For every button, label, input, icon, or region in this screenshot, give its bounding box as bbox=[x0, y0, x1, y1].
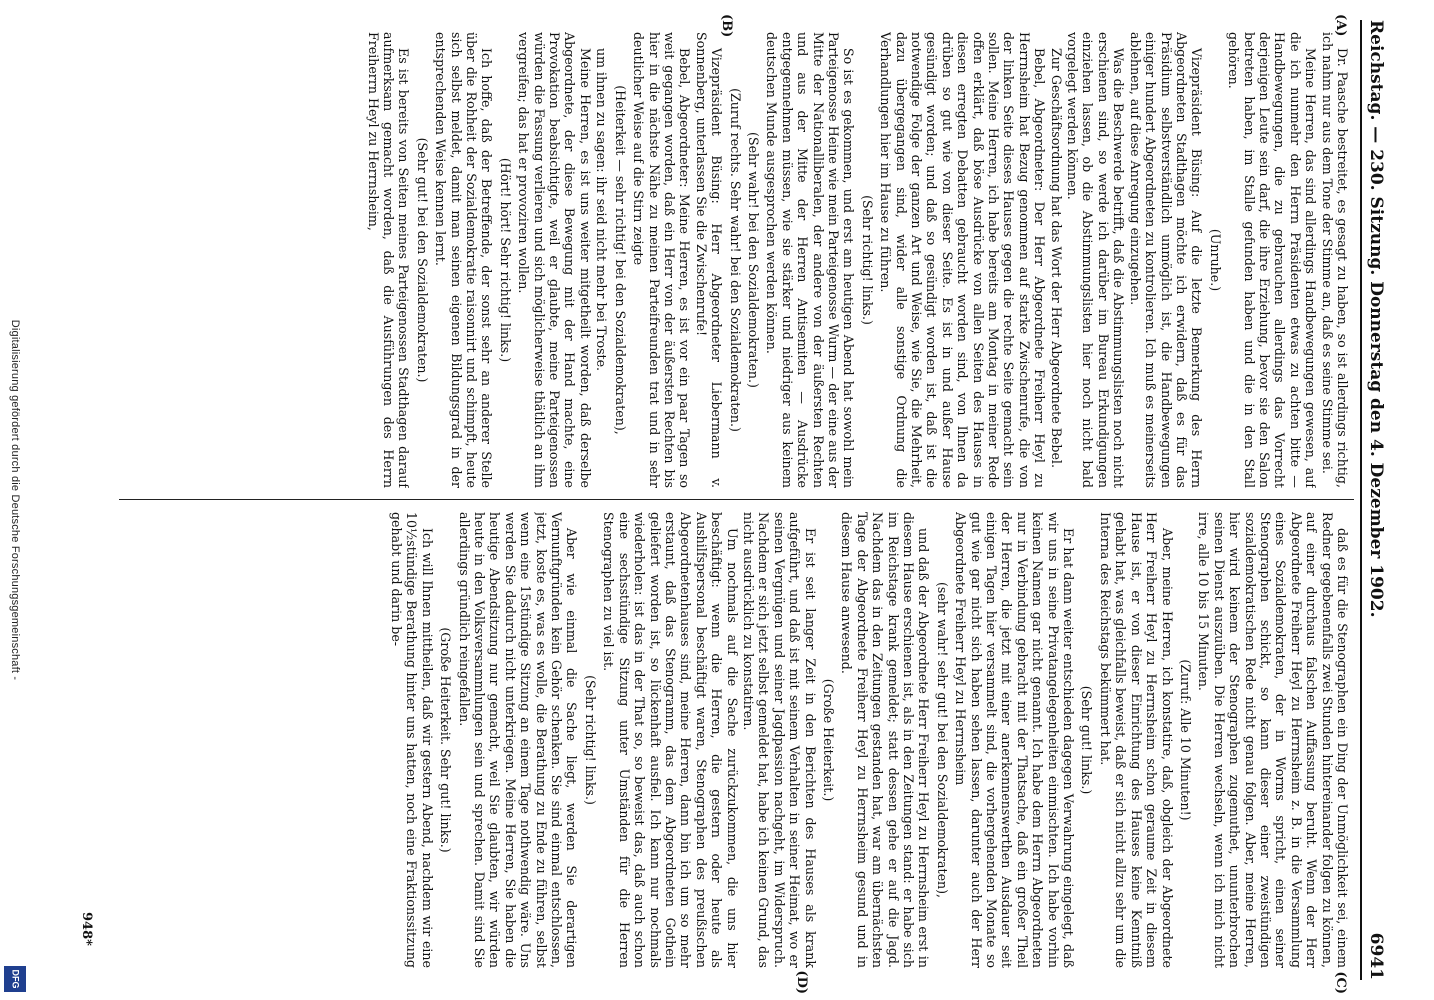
paragraph: (Sehr gut! links.) bbox=[1079, 685, 1095, 795]
signature-mark: 948* bbox=[79, 912, 94, 946]
paragraph: (Heiterkeit — sehr richtig! bei den Sozialdemokraten), bbox=[612, 85, 628, 435]
paragraph: Bebel, Abgeordneter: Der Herr Abgeordnete Freiherr Heyl zu Herrnsheim hat Bezug genommen auf starke Zwischenrufe, die von der linken Seite dieses Hauses gegen die rechte Seite gemacht sein sollen. Meine Herren, ich habe bereits am Montag in meiner Rede offen erklärt, daß böse Ausdrücke von allen Seiten des Hauses in diesen erregten Debatten gebraucht worden sind, von Ihnen da drüben so gut wie von dieser Seite. Es ist in und außer Hause gesündigt worden; und daß so gesündigt worden ist, daß ist die notwendige Folge der ganzen Art und Weise, wie Sie, die Mehrheit, dazu übergegangen sind, wider alle sonstige Ordnung die Verhandlungen hier im Hause zu führen. bbox=[878, 32, 1048, 488]
right-column bbox=[50, 512, 1350, 968]
paragraph: Was die Beschwerde betrifft, daß die Abstimmungslisten noch nicht erschienen sind, so werde ich darüber im Bureau Erkundigungen einziehen lassen, ob die Abstimmungslisten hier noch nicht bald vorgelegt werden können. bbox=[1065, 32, 1127, 488]
paragraph: Er ist seit langer Zeit in den Berichten des Hauses als krank aufgeführt, und daß ist mit seinem Verhalten in seiner Heimat, wo er seinen Vergnügen und seiner Jagdpassion nachgeht, im Widerspruch. Nachdem er sich jetzt selbst gemeldet hat, habe ich keinen Grund, das nicht ausdrücklich zu konstatiren. bbox=[740, 512, 818, 968]
paragraph: Vizepräsident Büsing: Auf die letzte Bemerkung des Herrn Abgeordneten Stadthagen möchte ich erwidern, daß es für das Präsidium selbstverständlich unmöglich ist, die Handbewegungen einiger hundert Abgeordneten zu kontrolieren. Ich muß es meinerseits ablehnen, auf diese Anregung einzugehen. bbox=[1127, 32, 1205, 488]
left-column bbox=[50, 32, 1350, 488]
paragraph: (Sehr richtig! links.) bbox=[859, 195, 875, 325]
paragraph: Dr. Paasche bestreitet, es gesagt zu haben, so ist allerdings richtig, ich nahm nur aus dem Tone der Stimme an, daß es seine Stimme sei. bbox=[1319, 32, 1350, 488]
margin-marker-a: (A) bbox=[1333, 14, 1348, 37]
paragraph: Ich will Ihnen mittheilen, daß wir gestern Abend, nachdem wir eine 10½stündige Berathung hinter uns hatten, noch eine Fraktionssitzung gehabt und darin be- bbox=[389, 512, 435, 968]
margin-marker-d: (D) bbox=[794, 970, 809, 994]
paragraph: Um nochmals auf die Sache zurückzukommen, die uns hier beschäftigt: wenn die Herren, die gestern oder heute als Aushilfspersonal beschäftigt waren, Stenographen des preußischen Abgeordnetenhauses sind, meine Herren, dann bin ich um so mehr erstaunt, daß das Stenogramm, das dem Abgeordneten Gothein geliefert worden ist, so lückenhaft ausfiel. Ich kann nur nochmals wiederholen: ist das in der That so, so beweist das, daß auch schon eine sechsstündige Sitzung unter Umständen für die Herren Stenographen zu viel ist. bbox=[601, 512, 740, 968]
paragraph: (Große Heiterkeit. Sehr gut! links.) bbox=[438, 627, 454, 853]
paragraph: (Sehr wahr! bei den Sozialdemokraten.) bbox=[745, 132, 761, 388]
paragraph: (Zuruf: Alle 10 Minuten!) bbox=[1177, 659, 1193, 821]
paragraph: (sehr wahr! sehr gut! bei den Sozialdemokraten), bbox=[934, 581, 950, 899]
paragraph: (Zuruf rechts. Sehr wahr! bei den Sozialdemokraten.) bbox=[727, 88, 743, 432]
paragraph: Er hat dann weiter entschieden dagegen Verwahrung eingelegt, daß wir uns in seine Privatangelegenheiten einmischten. Ich habe vorhin keinen Namen gar nicht genannt. Ich habe dem Herrn Abgeordneten nur in Verbindung gebracht mit der Thatsache, daß ein großer Theil der Herren, die jetzt mit einer anerkennenswerthen Ausdauer seit einigen Tagen hier versammelt sind, die vorhergehenden Monate so gut wie gar nicht sich haben sehen lassen, darunter auch der Herr Abgeordnete Freiherr Heyl zu Herrnsheim bbox=[953, 512, 1077, 968]
paragraph: Vizepräsident Büsing: Herr Abgeordneter Liebermann v. Sonnenberg, unterlassen Sie die Zwischenrufe! bbox=[693, 32, 725, 488]
column-divider bbox=[119, 499, 1354, 500]
paragraph: (Unruhe.) bbox=[1207, 228, 1223, 292]
paragraph: um ihnen zu sagen: ihr seid nicht mehr bei Troste. bbox=[594, 48, 610, 372]
page-header bbox=[1360, 20, 1394, 980]
dfg-logo bbox=[4, 966, 26, 992]
paragraph: daß es für die Stenographen ein Ding der Unmöglichkeit sei, einem Redner gegebenenfalls zwei Stunden hintereinander folgen zu können, auf einer durchaus falschen Auffassung beruht. Wenn der Herr Abgeordnete Freiherr Heyl zu Herrnsheim z. B. in die Versammlung eines Sozialdemokraten, der in Worms spricht, einen seiner Stenographen schickt, so kann dieser einer zweistündigen sozialdemokratischen Rede nicht genau folgen. Aber, meine Herren, hier wird keinem der Stenographen zugemuthet, ununterbrochen seinen Dienst auszuüben. Die Herren wechseln, wenn ich mich nicht irre, alle 10 bis 15 Minuten. bbox=[1196, 512, 1350, 968]
paragraph: Meine Herren, es ist uns weiter mitgetheilt worden, daß derselbe Abgeordnete, der diese Bewegung mit der Hand machte, eine Provokation beabsichtigte, weil er glaubte, meine Parteigenossen würden die Fassung verlieren und sich möglicherweise thätlich an ihm vergreifen; das hat er provoziren wollen. bbox=[516, 32, 593, 488]
paragraph: So ist es gekommen, und erst am heutigen Abend hat sowohl mein Parteigenosse Heine wie mein Parteigenosse Wurm — der eine aus der Mitte der Nationalliberalen, der andere von der äußersten Rechten und aus der Mitte der Herren Antisemiten — Ausdrücke entgegennehmen müssen, wie sie stärker und niedriger aus keinem deutschen Munde ausgesprochen werden können. bbox=[764, 32, 857, 488]
credit-text: Digitalisierung gefördert durch die Deutsche Forschungsgemeinschaft - bbox=[9, 319, 21, 681]
paragraph: Meine Herren, das sind allerdings Handbewegungen gewesen, auf die ich nunmehr den Herrn Präsidenten etwas zu achten bitte — Handbewegungen, die zu gebrauchen allerdings das Vorrecht derjenigen Leute sein darf, die ihre Erziehung, bevor sie den Salon betreten haben, im Stalle gefunden haben und die in den Stall gehören. bbox=[1226, 32, 1319, 488]
paragraph: Ich hoffe, daß der Betreffende, der sonst sehr an anderer Stelle über die Rohheit der Sozialdemokratie raisonnirt und schimpft, heute sich selbst meldet, damit man seinen eigenen Bildungsgrad in der entsprechenden Weise kennen lernt. bbox=[433, 32, 495, 488]
paragraph: Bebel, Abgeordneter: Meine Herren, es ist vor ein paar Tagen so weit gegangen worden, daß ein Herr von der äußersten Rechten bis hier in die nächste Nähe zu meinen Parteifreunden trat und in sehr deutlicher Weise auf die Stirn zeigte bbox=[631, 32, 693, 488]
paragraph: (Hört! hört! Sehr richtig! links.) bbox=[497, 157, 513, 363]
running-title: Reichstag. — 230. Sitzung. Donnerstag den 4. Dezember 1902. bbox=[1366, 20, 1386, 618]
page-number: 6941 bbox=[1366, 932, 1386, 980]
scanned-page bbox=[48, 12, 1394, 994]
paragraph: (Sehr gut! bei den Sozialdemokraten.) bbox=[414, 137, 430, 383]
margin-marker-c: (C) bbox=[1333, 971, 1348, 994]
paragraph: Aber, meine Herren, ich konstatire, daß, obgleich der Abgeordnete Herr Freiherr Heyl zu Herrnsheim schon geraume Zeit in diesem Hause ist, er von dieser Einrichtung des Hauses keine Kenntniß gehabt hat, was gleichfalls beweist, daß er sich nicht allzu sehr um die Interna des Reichstags bekümmert hat. bbox=[1097, 512, 1175, 968]
paragraph: und daß der Abgeordnete Herr Freiherr Heyl zu Herrnsheim erst in diesem Hause erschienen ist, als in den Zeitungen stand: er habe sich im Reichstage krank gemeldet; statt dessen gehe er auf die Jagd. Nachdem das in den Zeitungen gestanden hat, war am übernächsten Tage der Abgeordnete Freiherr Heyl zu Herrnsheim gesund und in diesem Hause anwesend. bbox=[839, 512, 932, 968]
margin-marker-b: (B) bbox=[719, 14, 734, 38]
paragraph: Aber wie einmal die Sache liegt, werden Sie derartigen Vernunftgründen kein Gehör schenken. Sie sind einmal entschlossen, jetzt, koste es, was es wolle, die Berathung zu Ende zu führen, selbst wenn eine 15stündige Sitzung an einem Tage nothwendig wäre. Uns werden Sie dadurch nicht unterkriegen. Meine Herren, Sie haben die heutige Abendsitzung nur gemacht, weil Sie glaubten, wir würden heute in den Volksversammlungen sein und sprechen. Damit sind Sie allerdings gründlich reingefallen. bbox=[456, 512, 580, 968]
dfg-logo-text: DFG bbox=[10, 969, 20, 989]
digitization-credit bbox=[0, 0, 30, 1000]
paragraph: Zur Geschäftsordnung hat das Wort der Herr Abgeordnete Bebel. bbox=[1048, 48, 1064, 468]
paragraph: Es ist bereits von Seiten meines Parteigenossen Stadthagen darauf aufmerksam gemacht worden, daß die Ausführungen des Herrn Freiherrn Heyl zu Herrnsheim, bbox=[365, 32, 412, 488]
paragraph: (Große Heiterkeit.) bbox=[821, 678, 836, 802]
paragraph: (Sehr richtig! links.) bbox=[582, 675, 598, 805]
